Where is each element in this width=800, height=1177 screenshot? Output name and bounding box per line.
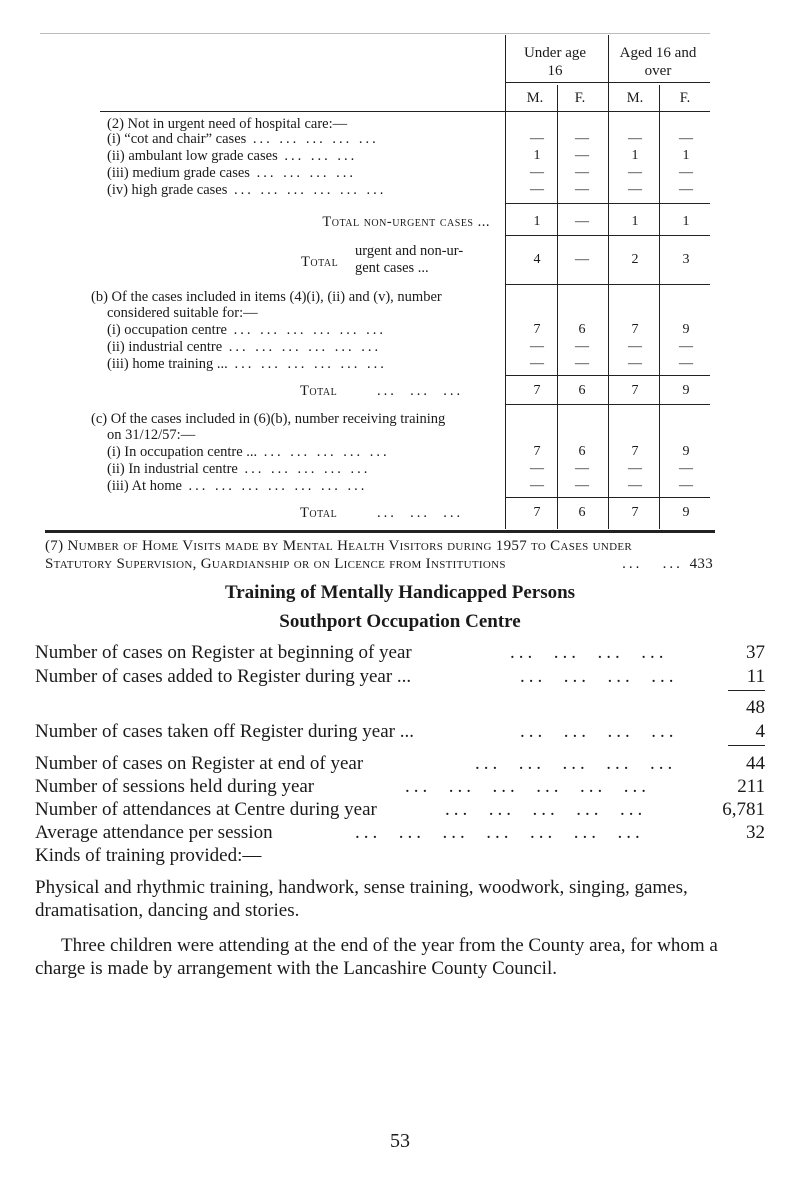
reg-row-6: Number of attendances at Centre during year ... ... ... ... ... 6,781: [35, 799, 765, 820]
sectionC-total-label: Total ... ... ...: [300, 505, 464, 521]
cell: 6: [578, 444, 586, 459]
cell: 9: [682, 322, 690, 337]
cell: —: [530, 165, 544, 180]
cell: —: [575, 252, 589, 267]
training-para1: Physical and rhythmic training, handwork, sense training, woodwork, singing, games, dramatisation, dancing and stories.: [35, 877, 688, 921]
cell: 1: [682, 214, 690, 229]
sectionB-heading1: (b) Of the cases included in items (4)(i), (ii) and (v), number: [91, 289, 442, 305]
cell: —: [679, 356, 693, 371]
reg-row-5: Number of sessions held during year ... ... ... ... ... ... 211: [35, 776, 765, 797]
cell: —: [530, 478, 544, 493]
item7-line1: (7) Number of Home Visits made by Mental Health Visitors during 1957 to Cases under: [45, 538, 633, 554]
total-all-line2: gent cases ...: [355, 260, 429, 276]
cell: 9: [682, 383, 690, 398]
sB-row-2-label: (iii) home training ... ... ... ... ... ... ...: [107, 356, 387, 372]
reg-row-4: Number of cases on Register at end of year ... ... ... ... ... 44: [35, 753, 765, 774]
section2-heading: (2) Not in urgent need of hospital care:—: [107, 116, 348, 132]
reg-row-1: Number of cases added to Register during year ... ... ... ... ... 11: [35, 666, 765, 687]
col-line-2: [608, 35, 609, 497]
header-f1: F.: [574, 90, 586, 106]
training-title: Training of Mentally Handicapped Persons: [224, 582, 576, 603]
sB-row-1-label: (ii) industrial centre ... ... ... ... ... ...: [107, 339, 382, 355]
sectionC-heading1: (c) Of the cases included in (6)(b), number receiving training: [91, 411, 446, 427]
cell: —: [628, 461, 642, 476]
cell: 1: [631, 214, 639, 229]
cell: 1: [533, 148, 541, 163]
rule: [505, 375, 710, 376]
sum-rule-1: [728, 690, 765, 691]
cell: —: [575, 165, 589, 180]
cell: —: [575, 214, 589, 229]
total-nonurgent-label: Total non-urgent cases ...: [322, 214, 490, 230]
header-rule-2: [100, 111, 710, 112]
cell: —: [628, 478, 642, 493]
cell: —: [679, 339, 693, 354]
cell: 7: [533, 444, 541, 459]
cell: —: [530, 339, 544, 354]
col-line-0: [505, 35, 506, 497]
cell: 1: [533, 214, 541, 229]
rule: [505, 235, 710, 236]
cell: 1: [631, 148, 639, 163]
reg-row-7: Average attendance per session ... ... ... ... ... ... ... 32: [35, 822, 765, 843]
cell: —: [679, 165, 693, 180]
sectionB-total-label: Total ... ... ...: [300, 383, 464, 399]
col-line-0b: [505, 497, 506, 529]
cell: —: [530, 461, 544, 476]
cell: —: [628, 182, 642, 197]
cell: —: [575, 478, 589, 493]
cell: —: [575, 182, 589, 197]
sC-row-1-label: (ii) In industrial centre ... ... ... ... ...: [107, 461, 371, 477]
sum-rule-2: [728, 745, 765, 746]
cell: —: [575, 356, 589, 371]
training-para2: Three children were attending at the end of the year from the County area, for whom a charge is made by arrangement with the Lancashire County Council.: [35, 935, 718, 979]
rule: [505, 203, 710, 204]
header-m2: M.: [626, 90, 644, 106]
cell: —: [679, 461, 693, 476]
header-m1: M.: [526, 90, 544, 106]
cell: —: [530, 182, 544, 197]
col-line-1: [557, 85, 558, 497]
header-f2: F.: [679, 90, 691, 106]
cell: —: [679, 478, 693, 493]
sectionC-heading2: on 31/12/57:—: [107, 427, 196, 443]
cell: 2: [631, 252, 639, 267]
sB-row-0-label: (i) occupation centre ... ... ... ... ... ...: [107, 322, 386, 338]
item7-value: 433: [689, 556, 713, 572]
cell: —: [575, 131, 589, 146]
item7-line2: Statutory Supervision, Guardianship or on Licence from Institutions ... ... 433: [45, 556, 713, 572]
cell: —: [679, 182, 693, 197]
cell: 9: [682, 444, 690, 459]
cell: —: [628, 131, 642, 146]
cell: —: [628, 165, 642, 180]
s2-row-0-label: (i) “cot and chair” cases ... ... ... ... ...: [107, 131, 379, 147]
cell: —: [575, 461, 589, 476]
sectionB-heading2: considered suitable for:—: [107, 305, 258, 321]
training-subtitle: Southport Occupation Centre: [279, 611, 521, 632]
cell: 6: [578, 505, 586, 520]
sC-row-0-label: (i) In occupation centre ... ... ... ... ... ...: [107, 444, 390, 460]
col-line-3b: [659, 497, 660, 529]
cell: 7: [533, 322, 541, 337]
s2-row-2-label: (iii) medium grade cases ... ... ... ...: [107, 165, 356, 181]
page-number: 53: [390, 1130, 410, 1152]
reg-row-2: 48: [746, 697, 765, 718]
cell: —: [530, 356, 544, 371]
col-line-1b: [557, 497, 558, 529]
s2-row-1-label: (ii) ambulant low grade cases ... ... ...: [107, 148, 358, 164]
cell: —: [628, 339, 642, 354]
total-all-line1: urgent and non-ur-: [355, 243, 464, 259]
cell: 6: [578, 383, 586, 398]
cell: —: [575, 148, 589, 163]
cell: 7: [533, 505, 541, 520]
cell: 7: [631, 322, 639, 337]
header-aged16: Aged 16 and over: [619, 45, 697, 79]
cell: 6: [578, 322, 586, 337]
cell: 4: [533, 252, 541, 267]
col-line-3: [659, 85, 660, 497]
cell: 9: [682, 505, 690, 520]
cell: 3: [682, 252, 690, 267]
cell: —: [530, 131, 544, 146]
cell: 7: [631, 444, 639, 459]
s2-row-3-label: (iv) high grade cases ... ... ... ... ... ...: [107, 182, 387, 198]
col-line-2b: [608, 497, 609, 529]
cell: 7: [533, 383, 541, 398]
cell: 1: [682, 148, 690, 163]
cell: 7: [631, 505, 639, 520]
sC-row-2-label: (iii) At home ... ... ... ... ... ... ...: [107, 478, 368, 494]
reg-row-3: Number of cases taken off Register during year ... ... ... ... ... 4: [35, 721, 765, 742]
cell: —: [628, 356, 642, 371]
cell: 7: [631, 383, 639, 398]
reg-row-0: Number of cases on Register at beginning of year ... ... ... ... 37: [35, 642, 765, 663]
cell: —: [679, 131, 693, 146]
header-under16: Under age 16: [523, 45, 587, 79]
heavy-rule: [45, 530, 715, 533]
total-all-prefix: Total: [301, 254, 339, 270]
rule: [505, 284, 710, 285]
kinds-label: Kinds of training provided:—: [35, 845, 262, 866]
cell: —: [575, 339, 589, 354]
top-rule: [40, 33, 710, 34]
rule: [505, 404, 710, 405]
